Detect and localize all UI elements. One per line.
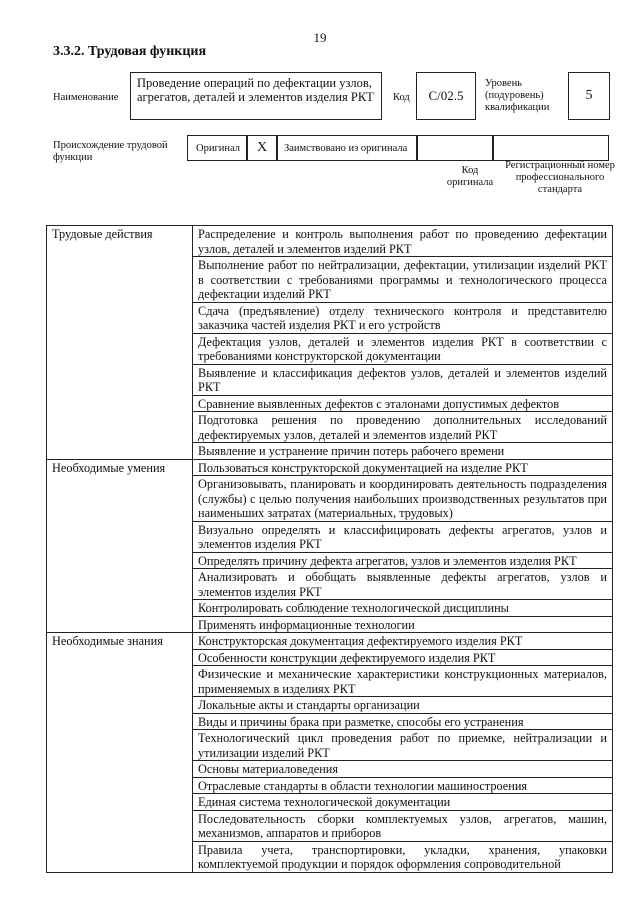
section-item: Правила учета, транспортировки, укладки, хранения, упаковки комплектуемой продукции и порядок оформления сопроводительной [193, 841, 613, 872]
section-item: Выполнение работ по нейтрализации, дефектации, утилизации изделий РКТ в соответствии с требованиями программы и технологического процесса дефектации изделий РКТ [193, 257, 613, 303]
section-item: Визуально определять и классифицировать дефекты агрегатов, узлов и элементов изделия РКТ [193, 521, 613, 552]
section-item: Подготовка решения по проведению дополнительных исследований дефектируемых узлов, деталей и элементов изделий РКТ [193, 412, 613, 443]
section-item: Локальные акты и стандарты организации [193, 697, 613, 714]
code-original-label: Код оригинала [446, 165, 494, 188]
section-item: Сдача (предъявление) отделу технического контроля и представителю заказчика частей изделия РКТ и его устройств [193, 302, 613, 333]
name-label: Наименование [53, 92, 119, 103]
code-original-cell [417, 135, 493, 161]
section-item: Выявление и устранение причин потерь рабочего времени [193, 443, 613, 460]
section-item: Определять причину дефекта агрегатов, узлов и элементов изделия РКТ [193, 552, 613, 569]
section-item: Отраслевые стандарты в области технологии машиностроения [193, 777, 613, 794]
section-item: Особенности конструкции дефектируемого изделия РКТ [193, 649, 613, 666]
origin-table [187, 135, 609, 161]
section-item: Физические и механические характеристики конструкционных материалов, применяемых в изделиях РКТ [193, 666, 613, 697]
section-item: Сравнение выявленных дефектов с эталонами допустимых дефектов [193, 395, 613, 412]
table-row [47, 459, 613, 476]
section-item: Дефектация узлов, деталей и элементов изделия РКТ в соответствии с требованиями конструкторской документации [193, 333, 613, 364]
section-item: Единая система технологической документации [193, 794, 613, 811]
section-category: Трудовые действия [47, 226, 193, 460]
section-item: Конструкторская документация дефектируемого изделия РКТ [193, 633, 613, 650]
qualification-level-box: 5 [568, 72, 610, 120]
section-item: Основы материаловедения [193, 761, 613, 778]
code-value-box: C/02.5 [416, 72, 476, 120]
reg-number-label: Регистрационный номер профессионального стандарта [505, 160, 615, 195]
section-item: Анализировать и обобщать выявленные дефекты агрегатов, узлов и элементов изделия РКТ [193, 569, 613, 600]
code-label: Код [393, 92, 410, 103]
reg-number-cell [493, 135, 609, 161]
section-item: Выявление и классификация дефектов узлов, деталей и элементов изделий РКТ [193, 364, 613, 395]
borrowed-label: Заимствовано из оригинала [277, 135, 417, 161]
qualification-level-label: Уровень (подуровень) квалификации [485, 78, 550, 113]
section-item: Виды и причины брака при разметке, способы его устранения [193, 713, 613, 730]
functions-table [46, 225, 613, 873]
section-item: Организовывать, планировать и координировать деятельность подразделения (службы) с целью получения наибольших производственных результатов при наименьших затратах (материальных, трудовых) [193, 476, 613, 522]
section-item: Распределение и контроль выполнения работ по проведению дефектации узлов, деталей и элементов изделий РКТ [193, 226, 613, 257]
section-item: Контролировать соблюдение технологической дисциплины [193, 600, 613, 617]
function-name-box: Проведение операций по дефектации узлов, агрегатов, деталей и элементов изделия РКТ [130, 72, 382, 120]
table-row [47, 633, 613, 650]
table-row [47, 226, 613, 257]
section-category: Необходимые знания [47, 633, 193, 873]
original-mark: X [247, 135, 277, 161]
section-title: 3.3.2. Трудовая функция [53, 44, 207, 59]
section-item: Применять информационные технологии [193, 616, 613, 633]
origin-label: Происхождение трудовой функции [53, 140, 168, 163]
section-item: Пользоваться конструкторской документацией на изделие РКТ [193, 459, 613, 476]
page-number: 19 [313, 30, 327, 45]
original-label: Оригинал [187, 135, 247, 161]
section-item: Последовательность сборки комплектуемых узлов, агрегатов, машин, механизмов, аппаратов и приборов [193, 810, 613, 841]
section-item: Технологический цикл проведения работ по приемке, нейтрализации и утилизации изделий РКТ [193, 730, 613, 761]
section-category: Необходимые умения [47, 459, 193, 633]
